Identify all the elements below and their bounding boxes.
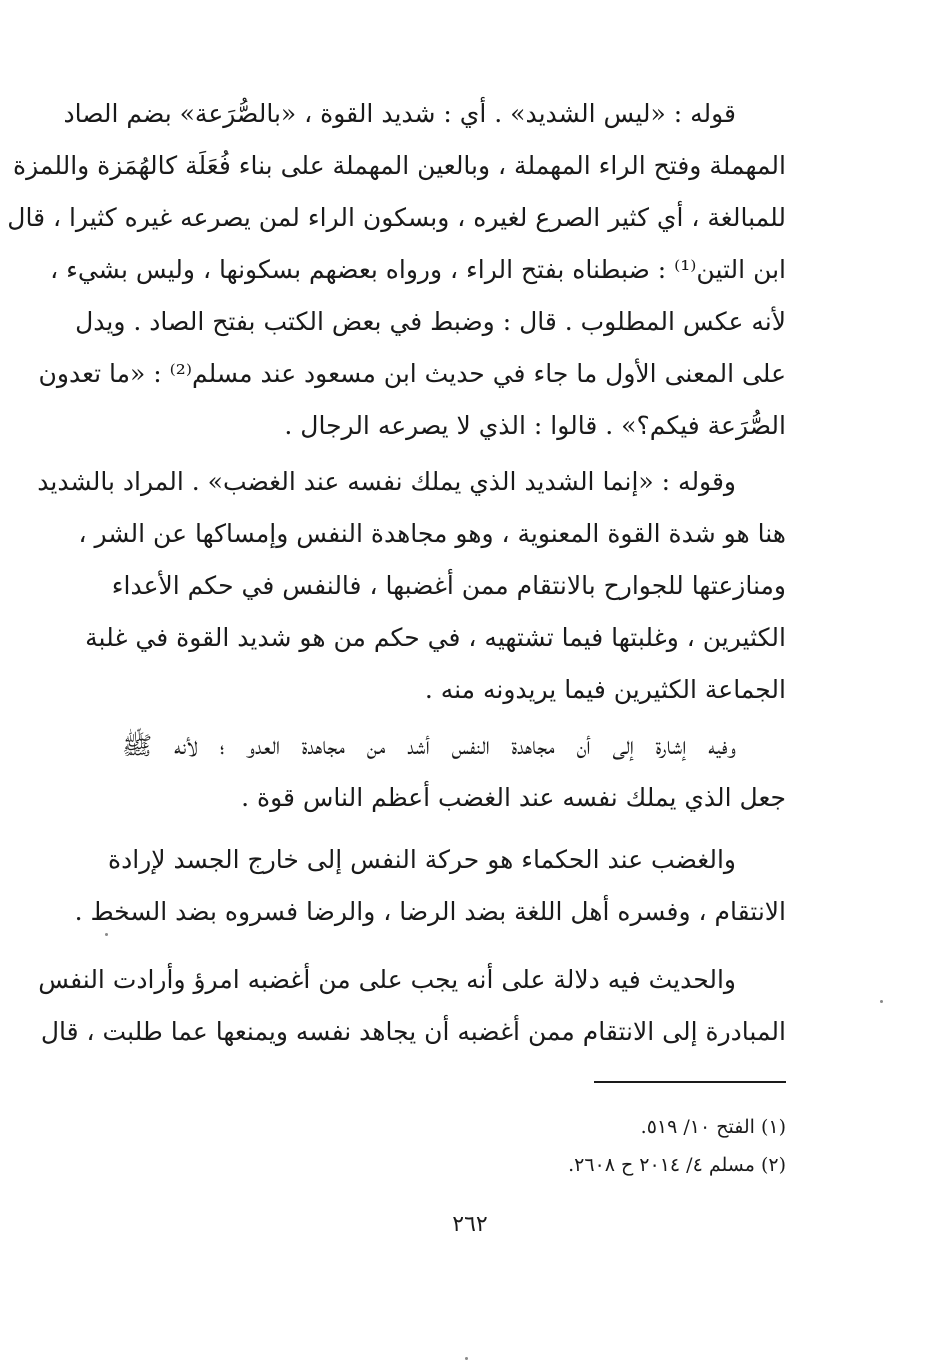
- text-line: الانتقام ، وفسره أهل اللغة بضد الرضا ، والرضا فسروه بضد السخط .: [74, 897, 786, 926]
- text-line: المبادرة إلى الانتقام ممن أغضبه أن يجاهد نفسه ويمنعها عما طلبت ، قال: [40, 1017, 786, 1046]
- text-line: هنا هو شدة القوة المعنوية ، وهو مجاهدة النفس وإمساكها عن الشر ،: [78, 519, 786, 548]
- text-line: جعل الذي يملك نفسه عند الغضب أعظم الناس قوة .: [241, 783, 786, 812]
- text-line: ومنازعتها للجوارح بالانتقام ممن أغضبها ، فالنفس في حكم الأعداء: [111, 571, 786, 600]
- text-line: المهملة وفتح الراء المهملة ، وبالعين المهملة على بناء فُعَلَة كالهُمَزة واللمزة: [12, 151, 786, 180]
- scan-speck: [465, 1357, 468, 1360]
- text-line: وفيه إشارة إلى أن مجاهدة النفس أشد من مجاهدة العدو ؛ لأنه ﷺ: [122, 731, 736, 760]
- paragraph-3: [122, 720, 786, 824]
- paragraph-2: [37, 456, 786, 716]
- page-number: ٢٦٢: [452, 1212, 488, 1237]
- text-line: لأنه عكس المطلوب . قال : وضبط في بعض الكتب بفتح الصاد . ويدل: [75, 307, 786, 336]
- text-line: الصُّرَعة فيكم؟» . قالوا : الذي لا يصرعه الرجال .: [284, 411, 786, 440]
- text-line: للمبالغة ، أي كثير الصرع لغيره ، وبسكون الراء لمن يصرعه غيره كثيرا ، قال: [7, 203, 786, 232]
- text-line: قوله : «ليس الشديد» . أي : شديد القوة ، «بالصُّرَعة» بضم الصاد: [63, 99, 736, 128]
- paragraph-1: [7, 88, 786, 452]
- text-line: ابن التين⁽¹⁾ : ضبطناه بفتح الراء ، ورواه بعضهم بسكونها ، وليس بشيء ،: [50, 255, 786, 284]
- text-line: والحديث فيه دلالة على أنه يجب على من أغضبه امرؤ وأرادت النفس: [38, 965, 736, 994]
- text-line: والغضب عند الحكماء هو حركة النفس إلى خارج الجسد لإرادة: [108, 845, 736, 874]
- text-line: الكثيرين ، وغلبتها فيما تشتهيه ، في حكم من هو شديد القوة في غلبة: [85, 623, 786, 652]
- footnotes: [300, 1108, 786, 1184]
- paragraph-4: [74, 834, 786, 938]
- scan-speck: [880, 1000, 883, 1003]
- footnote-1: (١) الفتح ١٠/ ٥١٩.: [640, 1116, 786, 1138]
- footnote-separator: [594, 1081, 786, 1083]
- footnote-2: (٢) مسلم ٤/ ٢٠١٤ ح ٢٦٠٨.: [568, 1154, 786, 1176]
- text-line: على المعنى الأول ما جاء في حديث ابن مسعود عند مسلم⁽²⁾ : «ما تعدون: [38, 359, 786, 388]
- paragraph-5: [38, 954, 786, 1058]
- text-line: وقوله : «إنما الشديد الذي يملك نفسه عند الغضب» . المراد بالشديد: [37, 467, 736, 496]
- text-line: الجماعة الكثيرين فيما يريدونه منه .: [424, 675, 786, 704]
- scan-speck: [105, 933, 108, 936]
